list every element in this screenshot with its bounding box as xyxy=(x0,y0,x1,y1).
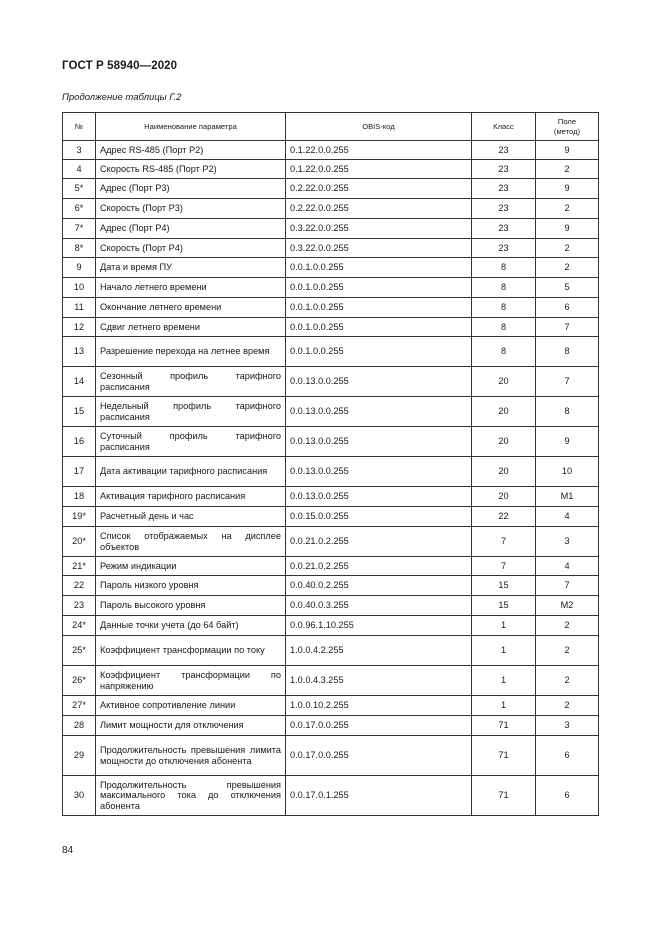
row-parameter-name: Сдвиг летнего времени xyxy=(96,318,286,337)
row-parameter-name: Коэффициент трансформации по напряжению xyxy=(96,666,286,696)
row-obis-code: 0.0.96.1.10.255 xyxy=(286,616,472,636)
row-parameter-name: Адрес (Порт Р4) xyxy=(96,219,286,239)
row-class: 20 xyxy=(472,397,536,427)
table-row xyxy=(63,239,599,258)
row-parameter-name: Дата активации тарифного расписания xyxy=(96,457,286,487)
table-row xyxy=(63,141,599,160)
row-parameter-name: Адрес RS-485 (Порт Р2) xyxy=(96,141,286,160)
row-obis-code: 1.0.0.4.2.255 xyxy=(286,636,472,666)
row-parameter-name: Начало летнего времени xyxy=(96,278,286,298)
row-obis-code: 0.2.22.0.0.255 xyxy=(286,179,472,199)
row-class: 23 xyxy=(472,239,536,258)
row-obis-code: 0.0.21.0.2.255 xyxy=(286,527,472,557)
row-obis-code: 0.0.1.0.0.255 xyxy=(286,278,472,298)
row-class: 1 xyxy=(472,666,536,696)
row-parameter-name: Недельный профиль тарифного расписания xyxy=(96,397,286,427)
row-obis-code: 0.0.13.0.0.255 xyxy=(286,367,472,397)
row-field-method: 4 xyxy=(536,507,599,527)
row-number: 8* xyxy=(63,239,96,258)
row-parameter-name: Скорость (Порт Р3) xyxy=(96,199,286,219)
row-obis-code: 0.3.22.0.0.255 xyxy=(286,239,472,258)
obis-parameters-table xyxy=(62,112,599,816)
row-parameter-name: Скорость RS-485 (Порт Р2) xyxy=(96,160,286,179)
table-row xyxy=(63,616,599,636)
table-row xyxy=(63,636,599,666)
row-parameter-name: Окончание летнего времени xyxy=(96,298,286,318)
row-obis-code: 0.0.13.0.0.255 xyxy=(286,457,472,487)
row-obis-code: 0.0.1.0.0.255 xyxy=(286,298,472,318)
row-class: 15 xyxy=(472,596,536,616)
table-body xyxy=(63,141,599,816)
row-class: 8 xyxy=(472,337,536,367)
row-parameter-name: Пароль низкого уровня xyxy=(96,576,286,596)
table-row xyxy=(63,367,599,397)
row-class: 23 xyxy=(472,179,536,199)
row-number: 16 xyxy=(63,427,96,457)
row-number: 13 xyxy=(63,337,96,367)
row-class: 20 xyxy=(472,487,536,507)
table-header-row xyxy=(63,113,599,141)
row-field-method: 8 xyxy=(536,337,599,367)
row-number: 27* xyxy=(63,696,96,716)
row-obis-code: 0.0.17.0.1.255 xyxy=(286,776,472,816)
table-row xyxy=(63,427,599,457)
row-number: 20* xyxy=(63,527,96,557)
table-row xyxy=(63,487,599,507)
row-class: 71 xyxy=(472,736,536,776)
table-row xyxy=(63,716,599,736)
table-row xyxy=(63,397,599,427)
column-header-class: Класс xyxy=(472,113,536,141)
row-field-method: 9 xyxy=(536,219,599,239)
row-parameter-name: Режим индикации xyxy=(96,557,286,576)
row-field-method: 6 xyxy=(536,298,599,318)
row-class: 23 xyxy=(472,199,536,219)
row-number: 15 xyxy=(63,397,96,427)
row-parameter-name: Скорость (Порт Р4) xyxy=(96,239,286,258)
row-obis-code: 0.0.1.0.0.255 xyxy=(286,318,472,337)
row-field-method: 9 xyxy=(536,141,599,160)
table-row xyxy=(63,666,599,696)
row-field-method: 9 xyxy=(536,179,599,199)
row-number: 19* xyxy=(63,507,96,527)
table-row xyxy=(63,258,599,278)
row-class: 23 xyxy=(472,219,536,239)
row-obis-code: 0.0.13.0.0.255 xyxy=(286,427,472,457)
row-parameter-name: Суточный профиль тарифного расписания xyxy=(96,427,286,457)
row-field-method: 2 xyxy=(536,616,599,636)
row-field-method: М1 xyxy=(536,487,599,507)
row-obis-code: 0.0.17.0.0.255 xyxy=(286,736,472,776)
row-field-method: 7 xyxy=(536,318,599,337)
row-obis-code: 0.0.21.0.2.255 xyxy=(286,557,472,576)
row-number: 23 xyxy=(63,596,96,616)
row-obis-code: 0.0.13.0.0.255 xyxy=(286,397,472,427)
row-parameter-name: Дата и время ПУ xyxy=(96,258,286,278)
row-field-method: 2 xyxy=(536,258,599,278)
row-field-method: М2 xyxy=(536,596,599,616)
document-header: ГОСТ Р 58940—2020 xyxy=(62,60,178,72)
row-number: 6* xyxy=(63,199,96,219)
row-obis-code: 0.2.22.0.0.255 xyxy=(286,199,472,219)
table-row xyxy=(63,179,599,199)
row-obis-code: 0.0.40.0.3.255 xyxy=(286,596,472,616)
row-field-method: 3 xyxy=(536,716,599,736)
table-row xyxy=(63,736,599,776)
row-class: 20 xyxy=(472,367,536,397)
row-class: 8 xyxy=(472,298,536,318)
row-class: 1 xyxy=(472,616,536,636)
row-number: 3 xyxy=(63,141,96,160)
row-class: 20 xyxy=(472,457,536,487)
table-row xyxy=(63,199,599,219)
table-row xyxy=(63,596,599,616)
row-number: 4 xyxy=(63,160,96,179)
row-number: 30 xyxy=(63,776,96,816)
row-parameter-name: Лимит мощности для отключения xyxy=(96,716,286,736)
row-parameter-name: Активное сопротивление линии xyxy=(96,696,286,716)
row-number: 28 xyxy=(63,716,96,736)
row-obis-code: 1.0.0.10.2.255 xyxy=(286,696,472,716)
row-class: 23 xyxy=(472,160,536,179)
row-class: 7 xyxy=(472,557,536,576)
row-class: 8 xyxy=(472,258,536,278)
row-field-method: 7 xyxy=(536,576,599,596)
row-obis-code: 0.0.1.0.0.255 xyxy=(286,337,472,367)
row-number: 21* xyxy=(63,557,96,576)
table-row xyxy=(63,576,599,596)
row-field-method: 5 xyxy=(536,278,599,298)
row-parameter-name: Продолжительность превышения лимита мощности до отключения абонента xyxy=(96,736,286,776)
column-header-number: № xyxy=(63,113,96,141)
row-class: 1 xyxy=(472,696,536,716)
table-row xyxy=(63,337,599,367)
column-header-parameter-name: Наименование параметра xyxy=(96,113,286,141)
row-field-method: 2 xyxy=(536,239,599,258)
row-number: 9 xyxy=(63,258,96,278)
table-row xyxy=(63,278,599,298)
table-row xyxy=(63,507,599,527)
row-parameter-name: Продолжительность превышения максимального тока до отключения абонента xyxy=(96,776,286,816)
row-number: 5* xyxy=(63,179,96,199)
row-class: 71 xyxy=(472,776,536,816)
row-parameter-name: Коэффициент трансформации по току xyxy=(96,636,286,666)
row-field-method: 2 xyxy=(536,636,599,666)
column-header-field-method: Поле (метод) xyxy=(536,113,599,141)
row-obis-code: 0.0.13.0.0.255 xyxy=(286,487,472,507)
row-field-method: 4 xyxy=(536,557,599,576)
row-class: 1 xyxy=(472,636,536,666)
row-class: 22 xyxy=(472,507,536,527)
row-class: 23 xyxy=(472,141,536,160)
row-field-method: 6 xyxy=(536,776,599,816)
row-number: 17 xyxy=(63,457,96,487)
table-row xyxy=(63,318,599,337)
table-continuation-caption: Продолжение таблицы Г.2 xyxy=(62,92,182,103)
table-row xyxy=(63,219,599,239)
row-field-method: 3 xyxy=(536,527,599,557)
row-parameter-name: Расчетный день и час xyxy=(96,507,286,527)
row-field-method: 2 xyxy=(536,696,599,716)
table-row xyxy=(63,776,599,816)
row-class: 8 xyxy=(472,278,536,298)
column-header-obis-code: OBIS-код xyxy=(286,113,472,141)
row-number: 11 xyxy=(63,298,96,318)
row-field-method: 2 xyxy=(536,199,599,219)
table-row xyxy=(63,557,599,576)
row-obis-code: 0.3.22.0.0.255 xyxy=(286,219,472,239)
row-number: 14 xyxy=(63,367,96,397)
row-parameter-name: Пароль высокого уровня xyxy=(96,596,286,616)
row-parameter-name: Разрешение перехода на летнее время xyxy=(96,337,286,367)
row-obis-code: 0.0.40.0.2.255 xyxy=(286,576,472,596)
row-obis-code: 0.0.15.0.0.255 xyxy=(286,507,472,527)
row-field-method: 8 xyxy=(536,397,599,427)
row-number: 22 xyxy=(63,576,96,596)
row-field-method: 2 xyxy=(536,666,599,696)
row-number: 25* xyxy=(63,636,96,666)
row-class: 71 xyxy=(472,716,536,736)
row-obis-code: 0.1.22.0.0.255 xyxy=(286,160,472,179)
row-parameter-name: Сезонный профиль тарифного расписания xyxy=(96,367,286,397)
row-class: 8 xyxy=(472,318,536,337)
page-number: 84 xyxy=(62,845,74,856)
row-obis-code: 0.1.22.0.0.255 xyxy=(286,141,472,160)
row-class: 15 xyxy=(472,576,536,596)
row-parameter-name: Список отображаемых на дисплее объектов xyxy=(96,527,286,557)
table-row xyxy=(63,298,599,318)
row-class: 7 xyxy=(472,527,536,557)
row-number: 12 xyxy=(63,318,96,337)
row-class: 20 xyxy=(472,427,536,457)
table-row xyxy=(63,457,599,487)
table-row xyxy=(63,527,599,557)
row-field-method: 2 xyxy=(536,160,599,179)
row-obis-code: 1.0.0.4.3.255 xyxy=(286,666,472,696)
row-number: 18 xyxy=(63,487,96,507)
row-number: 7* xyxy=(63,219,96,239)
row-field-method: 7 xyxy=(536,367,599,397)
table-row xyxy=(63,160,599,179)
row-obis-code: 0.0.1.0.0.255 xyxy=(286,258,472,278)
row-parameter-name: Активация тарифного расписания xyxy=(96,487,286,507)
row-number: 29 xyxy=(63,736,96,776)
row-number: 26* xyxy=(63,666,96,696)
row-field-method: 6 xyxy=(536,736,599,776)
row-parameter-name: Данные точки учета (до 64 байт) xyxy=(96,616,286,636)
row-field-method: 9 xyxy=(536,427,599,457)
row-obis-code: 0.0.17.0.0.255 xyxy=(286,716,472,736)
row-number: 24* xyxy=(63,616,96,636)
row-number: 10 xyxy=(63,278,96,298)
row-parameter-name: Адрес (Порт Р3) xyxy=(96,179,286,199)
row-field-method: 10 xyxy=(536,457,599,487)
table-row xyxy=(63,696,599,716)
